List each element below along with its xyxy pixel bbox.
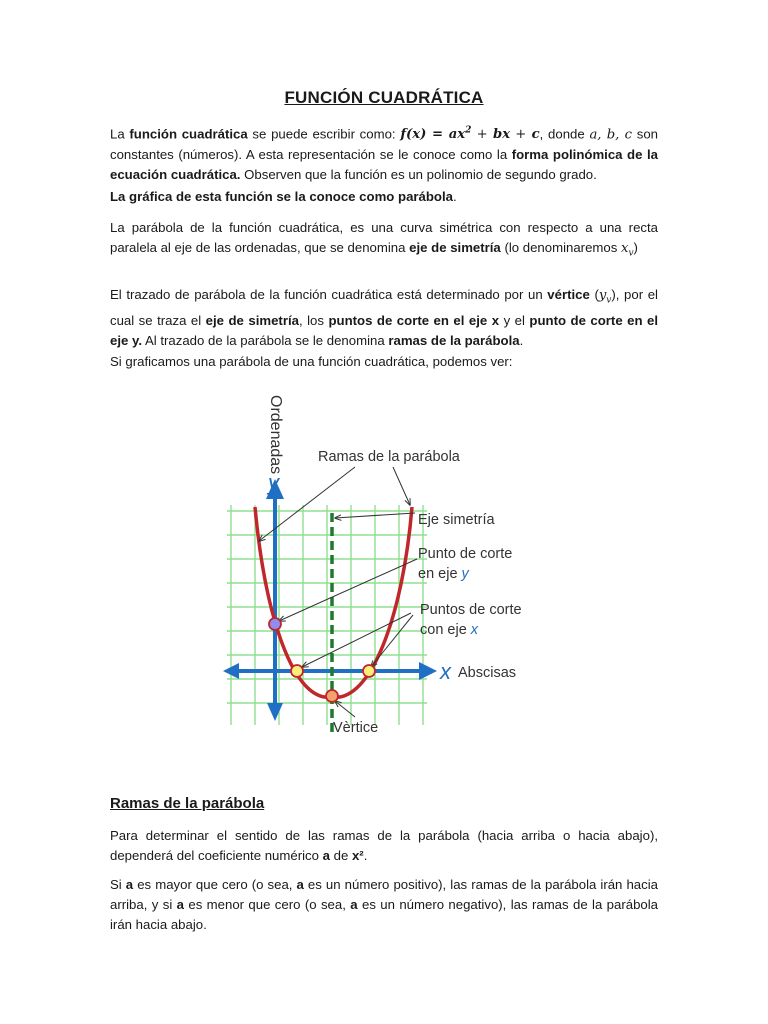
paragraph-graficamos: Si graficamos una parábola de una función cuadrática, podemos ver: — [110, 354, 513, 369]
section-heading-ramas: Ramas de la parábola — [110, 795, 265, 812]
arrow-corte-x-left — [302, 613, 411, 667]
point-corte-x-1 — [291, 665, 303, 677]
point-corte-y — [269, 618, 281, 630]
point-corte-x-2 — [363, 665, 375, 677]
label-x: x — [440, 659, 451, 684]
label-con-eje-x: con eje x — [420, 622, 479, 638]
label-eje-simetria: Eje simetría — [418, 512, 495, 528]
paragraph-parabola: La gráfica de esta función se la conoce como parábola. — [110, 189, 457, 204]
paragraph-sentido: Para determinar el sentido de las ramas de la parábola (hacia arriba o hacia abajo), dependerá del coeficiente numérico a de x². — [110, 828, 658, 863]
label-puntos-corte: Puntos de corte — [420, 602, 522, 618]
point-vertice — [326, 690, 338, 702]
formula: $f(x) = ax^2$ + bx + c — [400, 126, 540, 143]
y-axis-arrow-down-icon — [267, 703, 283, 721]
x-axis-arrow-icon — [419, 662, 437, 680]
term-forma-polinomica: forma polinómica de la ecuación cuadrática. — [110, 147, 658, 183]
label-y: y — [268, 470, 279, 495]
parabola-figure — [215, 385, 545, 745]
paragraph-definition: La función cuadrática se puede escribir como: $f(x) = ax^2$ + bx + c, donde a, b, c son constantes (números). A esta representación se le conoce como la forma polinómica de la ecuación cuadrática. Observen que la función es un polinomio de segundo grado. — [110, 126, 658, 183]
arrow-ramas-right — [393, 467, 410, 505]
label-ordenadas: Ordenadas — [267, 395, 284, 475]
term-funcion-cuadratica: función cuadrática — [129, 126, 248, 142]
arrow-corte-y — [279, 559, 417, 621]
page-title: FUNCIÓN CUADRÁTICA — [284, 88, 484, 107]
paragraph-vertice: El trazado de parábola de la función cuadrática está determinado por un vértice $(y_v)$, por el cual se traza el eje de simetría, los puntos de corte en el eje x y el punto de corte en el eje y. Al trazado de la parábola se le denomina ramas de la parábola. — [110, 287, 659, 348]
label-abscisas: Abscisas — [458, 665, 517, 681]
paragraph-signo-a: Si a es mayor que cero (o sea, a es un número positivo), las ramas de la parábola irán hacia arriba, y si a es menor que cero (o sea, a es un número negativo), las ramas de la parábola irán hacia abajo. — [110, 877, 658, 932]
label-ramas: Ramas de la parábola — [318, 449, 460, 465]
label-vertice: Vèrtice — [333, 720, 379, 736]
label-punto-corte: Punto de corte — [418, 546, 513, 562]
paragraph-simetria: La parábola de la función cuadrática, es una curva simétrica con respecto a una recta paralela al eje de las ordenadas, que se denomina eje de simetría (lo denominaremos $x_v$) — [110, 220, 658, 259]
label-en-eje-y: en eje y — [418, 566, 469, 582]
